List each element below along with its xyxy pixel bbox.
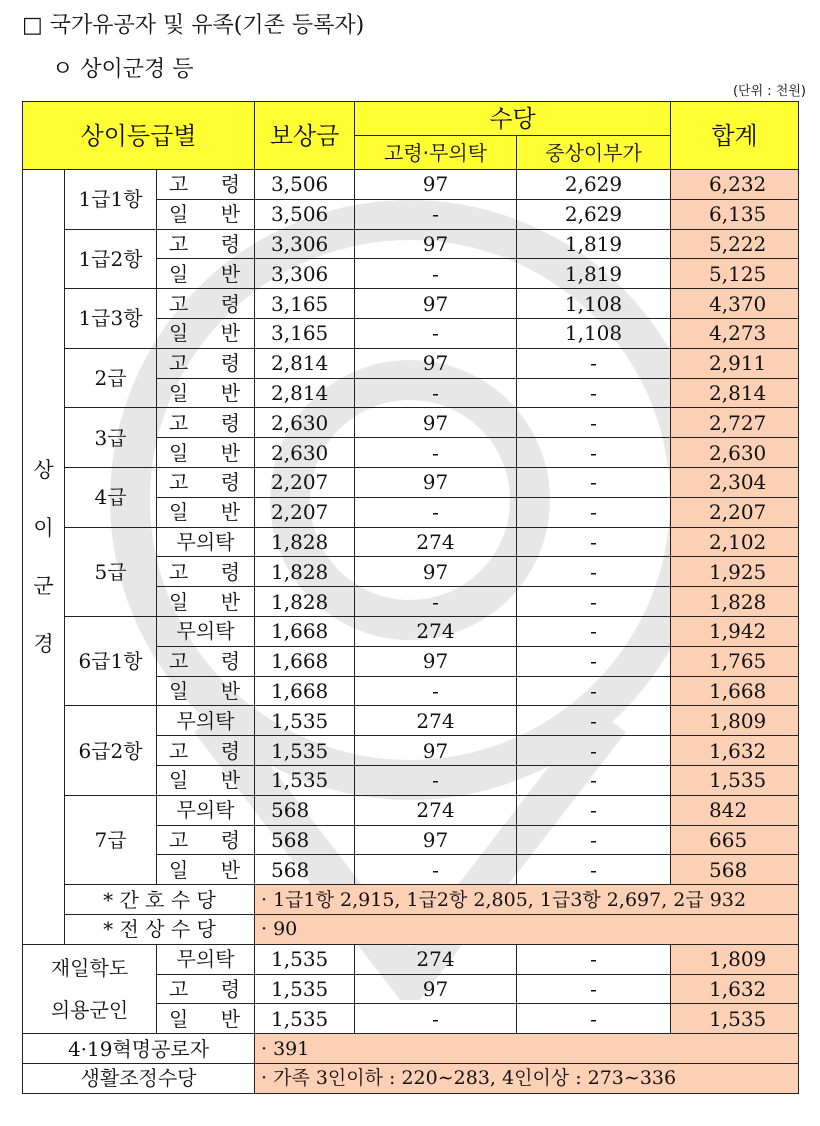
allowance-elderly-alone-value: - (355, 855, 517, 885)
allowance-severe-value: - (517, 1004, 671, 1034)
allowance-severe-value: - (517, 676, 671, 706)
checkbox-square-icon: □ (22, 13, 43, 38)
allowance-elderly-alone-value: - (355, 318, 517, 348)
compensation-value: 1,535 (255, 944, 355, 974)
allowance-elderly-alone-value: - (355, 378, 517, 408)
subsection-heading (52, 52, 194, 83)
row-type-label: 고 령 (157, 736, 255, 766)
total-value: 2,814 (671, 378, 799, 408)
note-label: * 간 호 수 당 (65, 885, 255, 915)
total-value: 5,125 (671, 259, 799, 289)
compensation-value: 1,535 (255, 974, 355, 1004)
allowance-elderly-alone-value: 97 (355, 408, 517, 438)
total-value: 665 (671, 825, 799, 855)
group-label-disabled-veterans: 상 이 군 경 (23, 170, 65, 945)
compensation-value: 568 (255, 855, 355, 885)
allowance-elderly-alone-value: 97 (355, 289, 517, 319)
allowance-severe-value: - (517, 527, 671, 557)
allowance-severe-value: - (517, 438, 671, 468)
compensation-value: 3,306 (255, 229, 355, 259)
row-value: · 가족 3인이하 : 220∼283, 4인이상 : 273∼336 (255, 1063, 799, 1093)
total-value: 4,273 (671, 318, 799, 348)
grade-label: 1급1항 (65, 170, 157, 230)
total-value: 842 (671, 795, 799, 825)
compensation-value: 2,814 (255, 378, 355, 408)
compensation-value: 1,535 (255, 765, 355, 795)
april19-row (23, 1034, 799, 1064)
total-value: 2,102 (671, 527, 799, 557)
row-type-label: 고 령 (157, 467, 255, 497)
grade-label: 4급 (65, 467, 157, 527)
total-value: 2,911 (671, 348, 799, 378)
allowance-elderly-alone-value: - (355, 765, 517, 795)
compensation-value: 3,165 (255, 318, 355, 348)
allowance-elderly-alone-value: 97 (355, 736, 517, 766)
total-value: 2,207 (671, 497, 799, 527)
total-value: 2,630 (671, 438, 799, 468)
total-value: 5,222 (671, 229, 799, 259)
row-type-label: 무의탁 (157, 616, 255, 646)
grade-label: 2급 (65, 348, 157, 408)
note-value: · 1급1항 2,915, 1급2항 2,805, 1급3항 2,697, 2급 932 (255, 885, 799, 915)
compensation-value: 2,630 (255, 438, 355, 468)
header-total: 합계 (671, 102, 799, 170)
allowance-elderly-alone-value: 97 (355, 825, 517, 855)
row-type-label: 고 령 (157, 348, 255, 378)
allowance-severe-value: 2,629 (517, 170, 671, 200)
unit-note: (단위 : 천원) (732, 84, 806, 99)
allowance-severe-value: - (517, 616, 671, 646)
row-value: · 391 (255, 1034, 799, 1064)
total-value: 2,727 (671, 408, 799, 438)
row-type-label: 무의탁 (157, 795, 255, 825)
row-type-label: 고 령 (157, 170, 255, 200)
note-row (23, 885, 799, 915)
header-allowance-severe: 중상이부가 (517, 136, 671, 170)
grade-label: 7급 (65, 795, 157, 884)
header-grade: 상이등급별 (23, 102, 255, 170)
compensation-value: 2,814 (255, 348, 355, 378)
table-row (23, 289, 799, 319)
allowance-elderly-alone-value: 97 (355, 467, 517, 497)
bullet-icon: ㅇ (52, 57, 74, 82)
row-type-label: 일 반 (157, 587, 255, 617)
table-row (23, 706, 799, 736)
table-row (23, 408, 799, 438)
table-row (23, 467, 799, 497)
allowance-elderly-alone-value: 274 (355, 706, 517, 736)
grade-label: 6급1항 (65, 616, 157, 705)
allowance-severe-value: 1,819 (517, 229, 671, 259)
total-value: 1,632 (671, 736, 799, 766)
allowance-elderly-alone-value: 97 (355, 170, 517, 200)
total-value: 1,809 (671, 706, 799, 736)
group-label-line: 재일학도 (50, 955, 129, 980)
header-allowance: 수당 (355, 102, 671, 136)
group-label-japan-student-volunteers (23, 944, 157, 1033)
allowance-elderly-alone-value: 274 (355, 795, 517, 825)
compensation-value: 3,306 (255, 259, 355, 289)
allowance-elderly-alone-value: 97 (355, 646, 517, 676)
compensation-value: 2,207 (255, 467, 355, 497)
grade-label: 5급 (65, 527, 157, 616)
compensation-value: 3,165 (255, 289, 355, 319)
grade-label: 1급2항 (65, 229, 157, 289)
compensation-value: 1,828 (255, 587, 355, 617)
compensation-value: 3,506 (255, 170, 355, 200)
compensation-value: 1,535 (255, 706, 355, 736)
note-value: · 90 (255, 914, 799, 944)
total-value: 1,535 (671, 1004, 799, 1034)
total-value: 1,942 (671, 616, 799, 646)
group-label-line: 의용군인 (50, 997, 129, 1022)
allowance-elderly-alone-value: 97 (355, 348, 517, 378)
row-type-label: 일 반 (157, 259, 255, 289)
compensation-value: 1,668 (255, 646, 355, 676)
note-row (23, 914, 799, 944)
allowance-elderly-alone-value: - (355, 259, 517, 289)
row-type-label: 일 반 (157, 438, 255, 468)
row-type-label: 고 령 (157, 557, 255, 587)
allowance-elderly-alone-value: 274 (355, 527, 517, 557)
table-row (23, 944, 799, 974)
note-label: * 전 상 수 당 (65, 914, 255, 944)
table-row (23, 348, 799, 378)
allowance-severe-value: - (517, 795, 671, 825)
row-type-label: 무의탁 (157, 944, 255, 974)
compensation-value: 3,506 (255, 199, 355, 229)
allowance-severe-value: - (517, 765, 671, 795)
allowance-elderly-alone-value: 97 (355, 229, 517, 259)
allowance-severe-value: - (517, 944, 671, 974)
table-row (23, 527, 799, 557)
allowance-severe-value: - (517, 825, 671, 855)
compensation-value: 2,630 (255, 408, 355, 438)
total-value: 6,135 (671, 199, 799, 229)
allowance-severe-value: 2,629 (517, 199, 671, 229)
table-row (23, 795, 799, 825)
allowance-severe-value: - (517, 587, 671, 617)
total-value: 568 (671, 855, 799, 885)
compensation-value: 568 (255, 795, 355, 825)
row-type-label: 일 반 (157, 765, 255, 795)
allowance-severe-value: - (517, 557, 671, 587)
allowance-table (22, 101, 799, 1094)
total-value: 1,765 (671, 646, 799, 676)
allowance-elderly-alone-value: - (355, 676, 517, 706)
row-type-label: 일 반 (157, 855, 255, 885)
row-type-label: 고 령 (157, 974, 255, 1004)
row-type-label: 일 반 (157, 676, 255, 706)
allowance-severe-value: - (517, 378, 671, 408)
compensation-value: 1,668 (255, 676, 355, 706)
row-type-label: 일 반 (157, 318, 255, 348)
table-row (23, 170, 799, 200)
section-title: 국가유공자 및 유족(기존 등록자) (49, 13, 365, 38)
total-value: 2,304 (671, 467, 799, 497)
row-type-label: 고 령 (157, 825, 255, 855)
allowance-severe-value: 1,108 (517, 289, 671, 319)
row-type-label: 일 반 (157, 1004, 255, 1034)
total-value: 1,535 (671, 765, 799, 795)
row-type-label: 고 령 (157, 229, 255, 259)
allowance-elderly-alone-value: - (355, 1004, 517, 1034)
allowance-elderly-alone-value: - (355, 497, 517, 527)
row-label: 4·19혁명공로자 (23, 1034, 255, 1064)
allowance-elderly-alone-value: 97 (355, 557, 517, 587)
total-value: 1,925 (671, 557, 799, 587)
compensation-value: 1,828 (255, 527, 355, 557)
row-type-label: 일 반 (157, 497, 255, 527)
allowance-severe-value: - (517, 497, 671, 527)
table-row (23, 229, 799, 259)
row-type-label: 고 령 (157, 408, 255, 438)
grade-label: 6급2항 (65, 706, 157, 795)
table-row (23, 616, 799, 646)
header-compensation: 보상금 (255, 102, 355, 170)
allowance-elderly-alone-value: - (355, 438, 517, 468)
total-value: 1,809 (671, 944, 799, 974)
allowance-severe-value: - (517, 706, 671, 736)
allowance-severe-value: - (517, 974, 671, 1004)
row-type-label: 일 반 (157, 199, 255, 229)
row-type-label: 고 령 (157, 289, 255, 319)
allowance-severe-value: - (517, 736, 671, 766)
section-heading (22, 8, 364, 39)
row-type-label: 일 반 (157, 378, 255, 408)
compensation-value: 2,207 (255, 497, 355, 527)
allowance-elderly-alone-value: 274 (355, 616, 517, 646)
allowance-severe-value: - (517, 646, 671, 676)
compensation-value: 1,828 (255, 557, 355, 587)
compensation-value: 1,535 (255, 1004, 355, 1034)
row-type-label: 무의탁 (157, 527, 255, 557)
allowance-elderly-alone-value: - (355, 587, 517, 617)
compensation-value: 568 (255, 825, 355, 855)
allowance-severe-value: - (517, 408, 671, 438)
row-type-label: 무의탁 (157, 706, 255, 736)
total-value: 1,828 (671, 587, 799, 617)
allowance-severe-value: - (517, 348, 671, 378)
compensation-value: 1,668 (255, 616, 355, 646)
allowance-severe-value: - (517, 855, 671, 885)
allowance-severe-value: 1,108 (517, 318, 671, 348)
total-value: 4,370 (671, 289, 799, 319)
total-value: 6,232 (671, 170, 799, 200)
row-type-label: 고 령 (157, 646, 255, 676)
total-value: 1,668 (671, 676, 799, 706)
subsection-title: 상이군경 등 (80, 57, 194, 82)
total-value: 1,632 (671, 974, 799, 1004)
allowance-severe-value: - (517, 467, 671, 497)
compensation-value: 1,535 (255, 736, 355, 766)
allowance-elderly-alone-value: 97 (355, 974, 517, 1004)
allowance-elderly-alone-value: 274 (355, 944, 517, 974)
grade-label: 3급 (65, 408, 157, 468)
row-label: 생활조정수당 (23, 1063, 255, 1093)
allowance-elderly-alone-value: - (355, 199, 517, 229)
allowance-severe-value: 1,819 (517, 259, 671, 289)
grade-label: 1급3항 (65, 289, 157, 349)
living-allowance-row (23, 1063, 799, 1093)
header-allowance-elderly-alone: 고령·무의탁 (355, 136, 517, 170)
